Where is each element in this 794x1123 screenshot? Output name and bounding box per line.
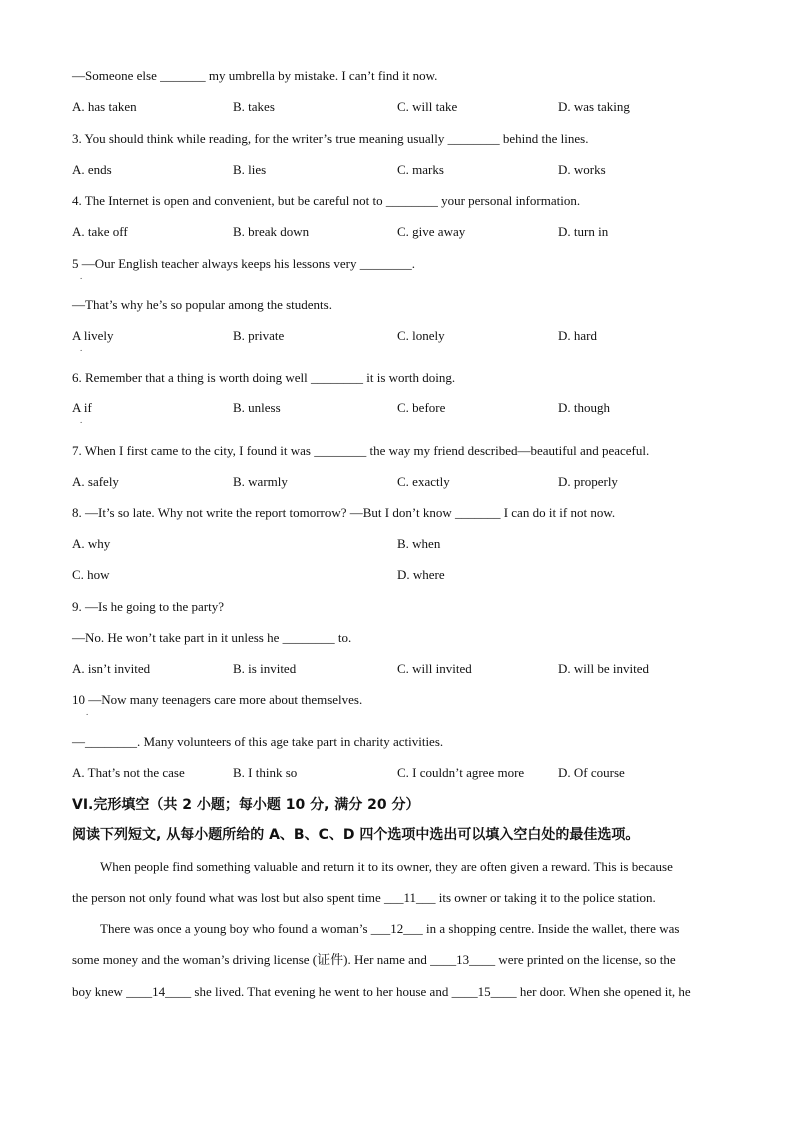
- question-4-option-d: D. turn in: [558, 224, 609, 239]
- question-3-option-a: A. ends: [72, 162, 112, 177]
- section-instruction: 阅读下列短文, 从每小题所给的 A、B、C、D 四个选项中选出可以填入空白处的最佳选项。: [72, 827, 640, 843]
- question-7-option-a: A. safely: [72, 474, 119, 489]
- question-2-option-b: B. takes: [233, 99, 275, 114]
- question-7-stem: 7. When I first came to the city, I found it was ________ the way my friend described—beautiful and peaceful.: [72, 443, 650, 458]
- question-5-option-a: A lively: [72, 328, 114, 343]
- passage-line-4: some money and the woman’s driving license (证件). Her name and ____13____ were printed on the license, so the: [72, 952, 676, 967]
- question-4-stem: 4. The Internet is open and convenient, but be careful not to ________ your personal information.: [72, 193, 581, 208]
- question-9-stem: 9. —Is he going to the party?: [72, 599, 224, 614]
- question-6-option-d: D. though: [558, 400, 610, 415]
- question-5-stem: 5 —Our English teacher always keeps his lessons very ________.: [72, 256, 415, 271]
- question-5-option-d: D. hard: [558, 328, 597, 343]
- question-4-option-c: C. give away: [397, 224, 466, 239]
- question-10-option-a: A. That’s not the case: [72, 765, 185, 780]
- passage-line-2: the person not only found what was lost but also spent time ___11___ its owner or taking it to the police station.: [72, 890, 656, 905]
- question-10-option-d: D. Of course: [558, 765, 625, 780]
- question-9-option-c: C. will invited: [397, 661, 472, 676]
- passage-line-5: boy knew ____14____ she lived. That evening he went to her house and ____15____ her door. When she opened it, he: [72, 984, 691, 999]
- question-7-option-b: B. warmly: [233, 474, 288, 489]
- question-2-option-d: D. was taking: [558, 99, 630, 114]
- question-6-stem: 6. Remember that a thing is worth doing well ________ it is worth doing.: [72, 370, 456, 385]
- question-6-option-a-dot: .: [80, 415, 83, 425]
- question-10-reply: —________. Many volunteers of this age take part in charity activities.: [72, 734, 444, 749]
- question-2-option-c: C. will take: [397, 99, 458, 114]
- question-6-option-b: B. unless: [233, 400, 281, 415]
- question-4-option-b: B. break down: [233, 224, 310, 239]
- question-9-option-d: D. will be invited: [558, 661, 649, 676]
- question-10-option-c: C. I couldn’t agree more: [397, 765, 525, 780]
- passage-line-3: There was once a young boy who found a woman’s ___12___ in a shopping centre. Inside the wallet, there was: [100, 921, 680, 936]
- question-10-stem: 10 —Now many teenagers care more about themselves.: [72, 692, 363, 707]
- question-8-option-c: C. how: [72, 567, 110, 582]
- question-5-reply: —That’s why he’s so popular among the students.: [72, 297, 332, 312]
- question-7-option-d: D. properly: [558, 474, 618, 489]
- question-8-option-d: D. where: [397, 567, 445, 582]
- question-5-number-dot: .: [80, 271, 83, 281]
- question-9-reply: —No. He won’t take part in it unless he ________ to.: [72, 630, 352, 645]
- question-6-option-a: A if: [72, 400, 92, 415]
- question-2-option-a: A. has taken: [72, 99, 137, 114]
- question-6-option-c: C. before: [397, 400, 446, 415]
- section-title: VI.完形填空（共 2 小题；每小题 10 分, 满分 20 分）: [72, 797, 420, 813]
- question-5-option-a-dot: .: [80, 343, 83, 353]
- question-3-option-c: C. marks: [397, 162, 444, 177]
- question-10-option-b: B. I think so: [233, 765, 298, 780]
- question-8-option-a: A. why: [72, 536, 111, 551]
- question-3-option-b: B. lies: [233, 162, 267, 177]
- question-4-option-a: A. take off: [72, 224, 128, 239]
- question-2-stem: —Someone else _______ my umbrella by mistake. I can’t find it now.: [72, 68, 438, 83]
- question-5-option-c: C. lonely: [397, 328, 445, 343]
- question-3-option-d: D. works: [558, 162, 606, 177]
- question-3-stem: 3. You should think while reading, for the writer’s true meaning usually ________ behind the lines.: [72, 131, 589, 146]
- question-9-option-a: A. isn’t invited: [72, 661, 151, 676]
- question-10-number-dot: .: [86, 707, 89, 717]
- question-8-stem: 8. —It’s so late. Why not write the report tomorrow? —But I don’t know _______ I can do it if not now.: [72, 505, 616, 520]
- question-9-option-b: B. is invited: [233, 661, 297, 676]
- question-5-option-b: B. private: [233, 328, 285, 343]
- passage-line-1: When people find something valuable and return it to its owner, they are often given a reward. This is because: [100, 859, 673, 874]
- question-7-option-c: C. exactly: [397, 474, 450, 489]
- question-8-option-b: B. when: [397, 536, 441, 551]
